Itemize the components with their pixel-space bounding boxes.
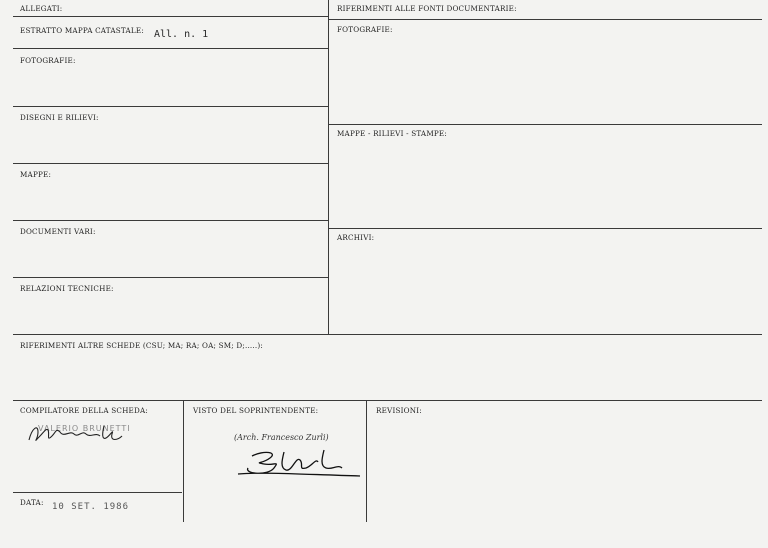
compilatore-stamp: VALERIO BRUNETTI bbox=[38, 424, 131, 433]
rule bbox=[13, 220, 329, 221]
rule bbox=[13, 400, 762, 401]
compilatore-signature bbox=[26, 418, 126, 448]
rule bbox=[13, 48, 329, 49]
allegati-label: ALLEGATI: bbox=[20, 4, 63, 13]
estratto-mappa-value: All. n. 1 bbox=[154, 29, 209, 40]
rule bbox=[13, 163, 329, 164]
documenti-vari-label: DOCUMENTI VARI: bbox=[20, 227, 96, 236]
data-value: 10 SET. 1986 bbox=[52, 502, 130, 512]
archivi-label: ARCHIVI: bbox=[337, 233, 375, 242]
disegni-rilievi-label: DISEGNI E RILIEVI: bbox=[20, 113, 99, 122]
data-label: DATA: bbox=[20, 498, 44, 507]
rule bbox=[13, 106, 329, 107]
relazioni-tecniche-label: RELAZIONI TECNICHE: bbox=[20, 284, 114, 293]
fotografie-label: FOTOGRAFIE: bbox=[20, 56, 76, 65]
rule bbox=[13, 334, 762, 335]
rule bbox=[13, 492, 182, 493]
column-divider bbox=[366, 400, 367, 522]
rule bbox=[329, 19, 762, 20]
mappe-label: MAPPE: bbox=[20, 170, 52, 179]
revisioni-label: REVISIONI: bbox=[376, 406, 422, 415]
soprintendente-name: (Arch. Francesco Zurli) bbox=[234, 433, 329, 442]
mappe-rilievi-stampe-label: MAPPE - RILIEVI - STAMPE: bbox=[337, 129, 447, 138]
column-divider bbox=[183, 400, 184, 522]
riferimenti-fonti-label: RIFERIMENTI ALLE FONTI DOCUMENTARIE: bbox=[337, 4, 517, 13]
soprintendente-signature bbox=[234, 446, 364, 480]
rule bbox=[329, 124, 762, 125]
estratto-mappa-label: ESTRATTO MAPPA CATASTALE: bbox=[20, 26, 144, 35]
compilatore-label: COMPILATORE DELLA SCHEDA: bbox=[20, 406, 148, 415]
rule bbox=[329, 228, 762, 229]
rule bbox=[13, 277, 329, 278]
visto-soprintendente-label: VISTO DEL SOPRINTENDENTE: bbox=[193, 406, 319, 415]
riferimenti-altre-schede-label: RIFERIMENTI ALTRE SCHEDE (CSU; MA; RA; OA; SM; D;.....): bbox=[20, 341, 264, 350]
fotografie-fonti-label: FOTOGRAFIE: bbox=[337, 25, 393, 34]
rule bbox=[13, 16, 329, 17]
column-divider bbox=[328, 0, 329, 334]
